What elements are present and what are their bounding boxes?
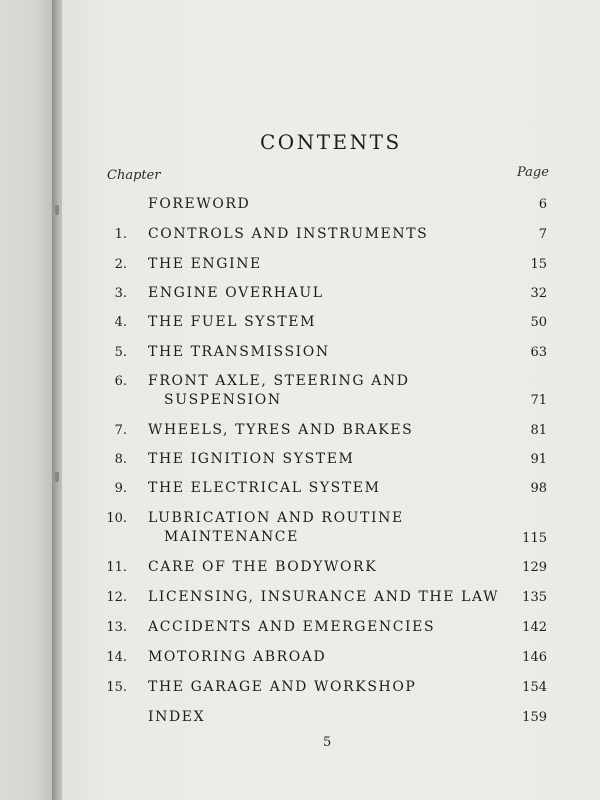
chapter-number: 14. [106,650,127,665]
chapter-title: FOREWORD [148,196,251,212]
chapter-title: MOTORING ABROAD [148,649,327,665]
chapter-number: 12. [106,590,127,605]
chapter-title: WHEELS, TYRES AND BRAKES [148,422,414,438]
chapter-page-number: 6 [538,197,547,212]
chapter-number: 10. [106,511,127,526]
chapter-number: 4. [114,315,127,330]
contents-page [62,0,600,800]
page-title: CONTENTS [260,130,402,154]
chapter-page-number: 154 [522,680,547,695]
chapter-number: 5. [114,345,127,360]
chapter-page-number: 98 [530,481,547,496]
page-number: 5 [323,735,332,750]
facing-page [0,0,58,800]
chapter-number: 1. [114,227,127,242]
chapter-title: CARE OF THE BODYWORK [148,559,378,575]
chapter-page-number: 142 [522,620,547,635]
chapter-page-number: 129 [522,560,547,575]
chapter-title: LUBRICATION AND ROUTINE [148,510,404,526]
chapter-title: ENGINE OVERHAUL [148,285,324,301]
chapter-number: 7. [114,423,127,438]
chapter-title: SUSPENSION [164,392,282,408]
chapter-title: LICENSING, INSURANCE AND THE LAW [148,589,500,605]
chapter-title: INDEX [148,709,206,725]
chapter-page-number: 32 [530,286,547,301]
chapter-title: FRONT AXLE, STEERING AND [148,373,410,389]
binding-stitch [55,472,59,482]
chapter-title: THE FUEL SYSTEM [148,314,317,330]
chapter-number: 9. [114,481,127,496]
chapter-page-number: 71 [530,393,547,408]
chapter-column-header: Chapter [107,168,161,183]
chapter-page-number: 7 [538,227,547,242]
chapter-title: THE IGNITION SYSTEM [148,451,355,467]
chapter-number: 15. [106,680,127,695]
chapter-title: MAINTENANCE [164,529,299,545]
chapter-page-number: 115 [522,531,547,546]
chapter-title: CONTROLS AND INSTRUMENTS [148,226,429,242]
binding-stitch [55,205,59,215]
chapter-page-number: 81 [530,423,547,438]
chapter-page-number: 146 [522,650,547,665]
chapter-number: 2. [114,257,127,272]
chapter-title: THE ELECTRICAL SYSTEM [148,480,381,496]
chapter-number: 11. [106,560,127,575]
chapter-page-number: 50 [530,315,547,330]
chapter-page-number: 159 [522,710,547,725]
chapter-number: 6. [114,374,127,389]
chapter-page-number: 135 [522,590,547,605]
chapter-number: 13. [106,620,127,635]
chapter-number: 8. [114,452,127,467]
chapter-title: THE TRANSMISSION [148,344,330,360]
chapter-number: 3. [114,286,127,301]
chapter-page-number: 15 [530,257,547,272]
chapter-title: ACCIDENTS AND EMERGENCIES [148,619,436,635]
chapter-page-number: 63 [530,345,547,360]
chapter-title: THE GARAGE AND WORKSHOP [148,679,417,695]
chapter-title: THE ENGINE [148,256,262,272]
chapter-page-number: 91 [530,452,547,467]
page-column-header: Page [517,165,549,180]
